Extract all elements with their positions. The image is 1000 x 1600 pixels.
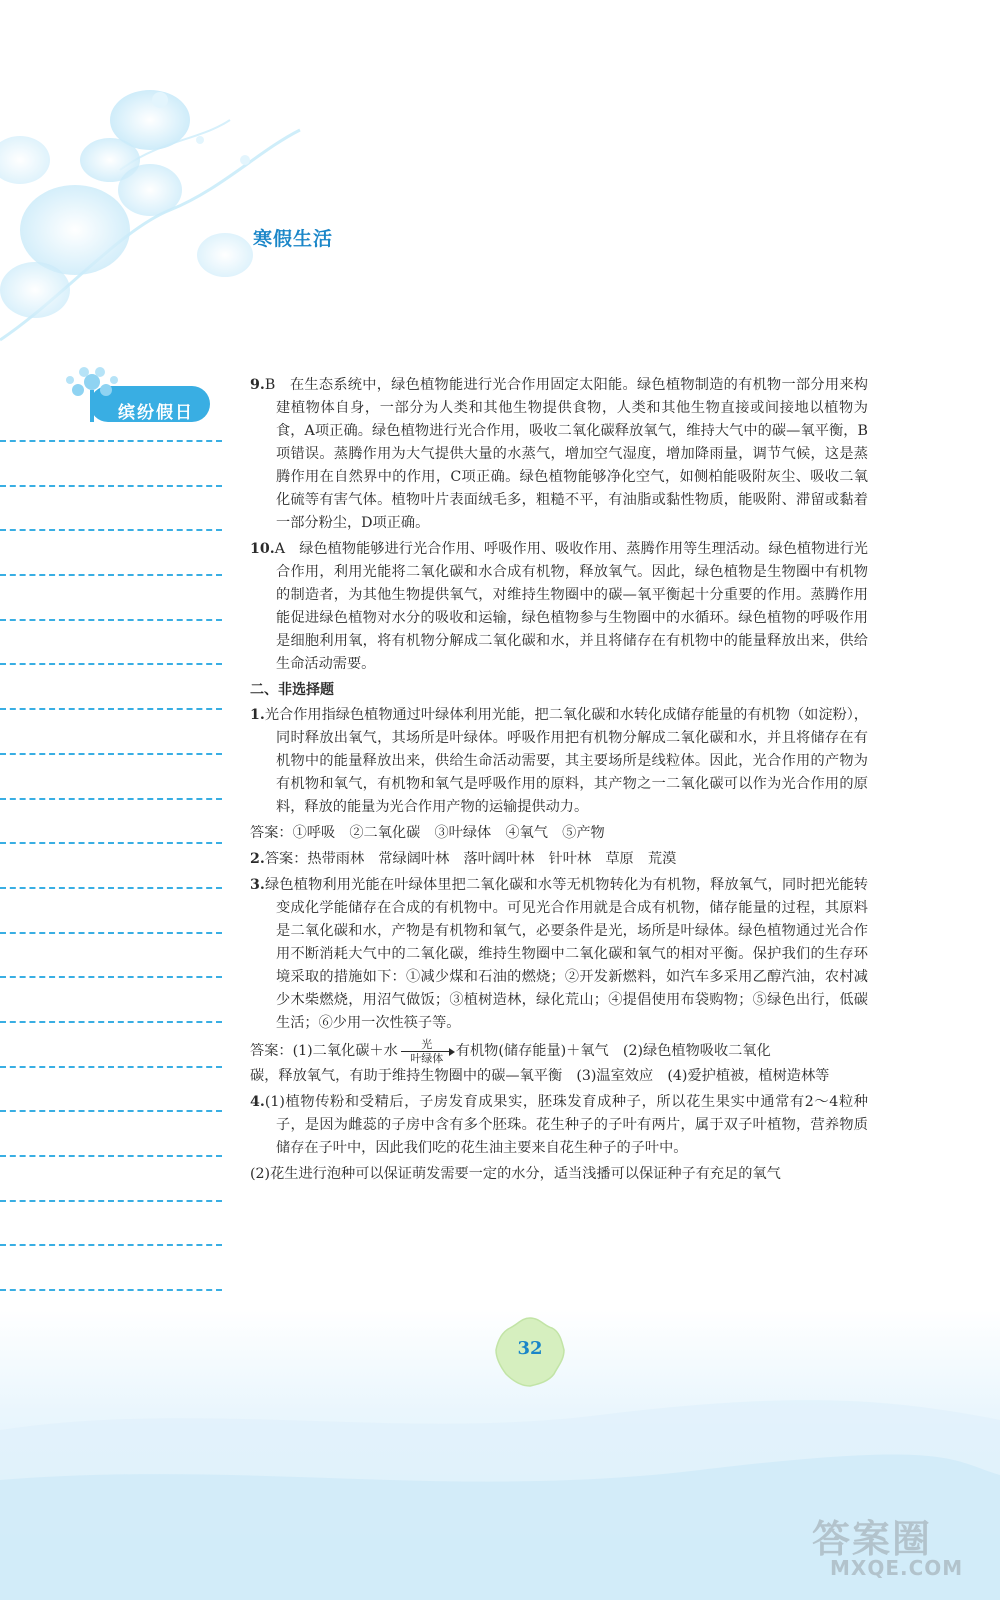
badge-label: 缤纷假日 <box>118 403 194 423</box>
question-10 <box>250 538 868 676</box>
note-line <box>0 798 222 800</box>
note-line <box>0 932 222 934</box>
arrow-icon <box>401 1051 453 1052</box>
note-line <box>0 485 222 487</box>
question-text: (2)花生进行泡种可以保证萌发需要一定的水分，适当浅播可以保证种子有充足的氧气 <box>250 1166 781 1182</box>
note-line <box>0 1200 222 1202</box>
question-n1 <box>250 704 868 819</box>
question-text: B 在生态系统中，绿色植物能进行光合作用固定太阳能。绿色植物制造的有机物一部分用来构建植物体自身，一部分为人类和其他生物提供食物，人类和其他生物直接或间接地以植物为食，A项正确。绿色植物进行光合作用，吸收二氧化碳释放氧气，维持大气中的碳—氧平衡，B项错误。蒸腾作用为大气提供大量的水蒸气，增加空气湿度，增加降雨量，调节气候，这是蒸腾作用在自然界中的作用，C项正确。绿色植物能够净化空气，如侧柏能吸附灰尘、吸收二氧化硫等有害气体。植物叶片表面绒毛多，粗糙不平，有油脂或黏性物质，能吸附、滞留或黏着一部分粉尘，D项正确。 <box>264 377 868 531</box>
question-text: 答案：热带雨林 常绿阔叶林 落叶阔叶林 针叶林 草原 荒漠 <box>264 851 677 867</box>
question-text: A 绿色植物能够进行光合作用、呼吸作用、吸收作用、蒸腾作用等生理活动。绿色植物进行光合作用，利用光能将二氧化碳和水合成有机物，释放氧气。因此，绿色植物是生物圈中有机物的制造者，为其他生物提供氧气，对维持生物圈中的碳—氧平衡起十分重要的作用。蒸腾作用能促进绿色植物对水分的吸收和运输，绿色植物参与生物圈中的水循环。绿色植物的呼吸作用是细胞利用氧，将有机物分解成二氧化碳和水，并且将储存在有机物中的能量释放出来，供给生命活动需要。 <box>274 541 868 672</box>
question-number: 10. <box>250 541 275 557</box>
section-heading: 二、非选择题 <box>250 682 334 698</box>
note-line <box>0 1021 222 1023</box>
note-line <box>0 574 222 576</box>
note-line <box>0 619 222 621</box>
note-line <box>0 708 222 710</box>
answer-n3 <box>250 1038 868 1088</box>
reaction-arrow <box>401 1038 453 1065</box>
notes-lines <box>0 440 222 1334</box>
question-text: 光合作用指绿色植物通过叶绿体利用光能，把二氧化碳和水转化成储存能量的有机物（如淀粉），同时释放出氧气，其场所是叶绿体。呼吸作用把有机物分解成二氧化碳和水，并且将储存在有机物中的能量释放出来，供给生命活动需要，其主要场所是线粒体。因此，光合作用的产物为有机物和氧气，有机物和氧气是呼吸作用的原料，其产物之一二氧化碳可以作为光合作用的原料，释放的能量为光合作用产物的运输提供动力。 <box>264 707 868 815</box>
page-number: 32 <box>517 1338 543 1359</box>
note-line <box>0 529 222 531</box>
note-line <box>0 1110 222 1112</box>
flower-branch-illustration <box>0 0 1000 360</box>
answer-prefix: 答案：(1)二氧化碳＋水 <box>250 1043 398 1059</box>
note-line <box>0 1289 222 1291</box>
note-line <box>0 887 222 889</box>
note-line <box>0 1244 222 1246</box>
answer-rest: 碳，释放氧气，有助于维持生物圈中的碳—氧平衡 (3)温室效应 (4)爱护植被，植树造林等 <box>250 1068 830 1084</box>
answer-text: 答案：①呼吸 ②二氧化碳 ③叶绿体 ④氧气 ⑤产物 <box>250 825 605 841</box>
note-line <box>0 842 222 844</box>
question-number: 4. <box>250 1094 265 1110</box>
answer-middle: 有机物(储存能量)＋氧气 (2)绿色植物吸收二氧化 <box>455 1043 771 1059</box>
answer-content <box>250 374 868 1189</box>
question-n4 <box>250 1091 868 1160</box>
reaction-condition-top: 光 <box>421 1038 433 1051</box>
note-line <box>0 753 222 755</box>
watermark-url: MXQE.COM <box>830 1556 964 1580</box>
note-line <box>0 1155 222 1157</box>
question-number: 2. <box>250 851 265 867</box>
question-number: 9. <box>250 377 265 393</box>
question-n4-part2 <box>250 1163 868 1186</box>
question-text: (1)植物传粉和受精后，子房发育成果实，胚珠发育成种子，所以花生果实中通常有2～4粒种子，是因为雌蕊的子房中含有多个胚珠。花生种子的子叶有两片，属于双子叶植物，营养物质储存在子叶中，因此我们吃的花生油主要来自花生种子的子叶中。 <box>264 1094 868 1156</box>
note-line <box>0 663 222 665</box>
header-decoration <box>0 0 1000 360</box>
question-number: 1. <box>250 707 265 723</box>
answer-n1 <box>250 822 868 845</box>
header-title: 寒假生活 <box>253 228 334 250</box>
question-n3 <box>250 874 868 1035</box>
question-n2 <box>250 848 868 871</box>
sidebar <box>0 360 230 1320</box>
watermark-logo: 答案圈 <box>812 1517 933 1561</box>
note-line <box>0 440 222 442</box>
reaction-condition-bottom: 叶绿体 <box>410 1052 444 1065</box>
question-text: 绿色植物利用光能在叶绿体里把二氧化碳和水等无机物转化为有机物，释放氧气，同时把光能转变成化学能储存在合成的有机物中。可见光合作用就是合成有机物，储存能量的过程，其原料是二氧化碳和水，产物是有机物和氧气，必要条件是光，场所是叶绿体。绿色植物通过光合作用不断消耗大气中的二氧化碳，维持生物圈中二氧化碳和氧气的相对平衡。保护我们的生存环境采取的措施如下：①减少煤和石油的燃烧；②开发新燃料，如汽车多采用乙醇汽油，农村减少木柴燃烧，用沼气做饭；③植树造林，绿化荒山；④提倡使用布袋购物；⑤绿色出行，低碳生活；⑥少用一次性筷子等。 <box>264 877 868 1031</box>
equation-row <box>250 1038 868 1065</box>
question-number: 3. <box>250 877 265 893</box>
note-line <box>0 976 222 978</box>
question-9 <box>250 374 868 535</box>
note-line <box>0 1066 222 1068</box>
